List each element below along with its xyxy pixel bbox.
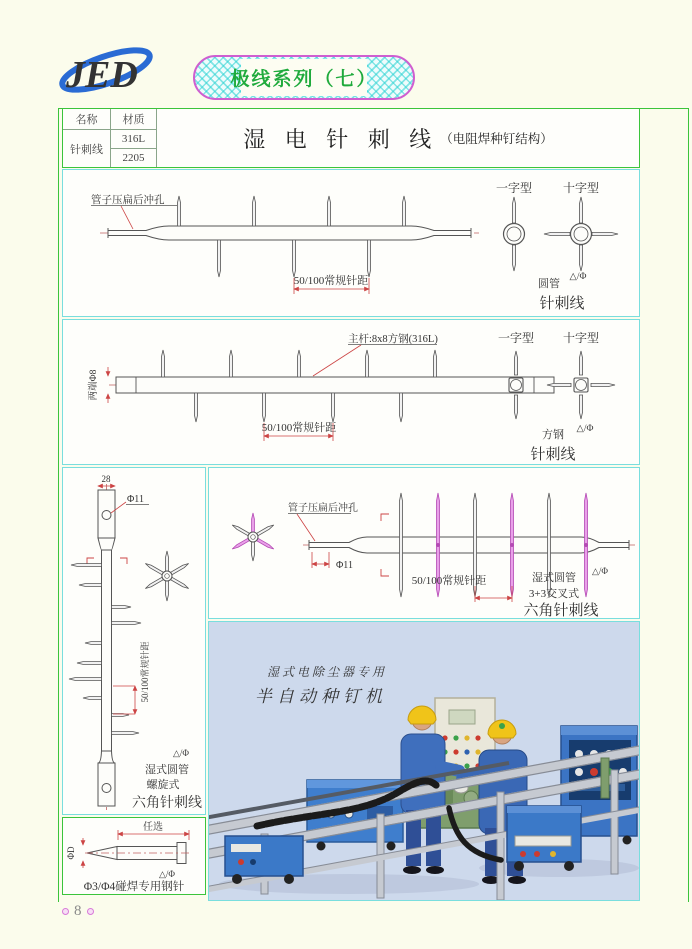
product-label: 针刺线 [539,296,585,312]
cross6-drawing [209,468,639,618]
type-cross-label: 十字型 [562,331,600,345]
caption-line3: 六角针刺线 [132,796,202,811]
series-banner-label [230,59,378,96]
photo-panel [208,621,640,901]
diameter-dim-label: ΦD [66,846,76,860]
needles-down [194,393,402,422]
logo-text: JED [66,54,138,96]
cert-mark: △/Φ [158,869,176,879]
needles-down [217,240,370,277]
hole-dim-label: Φ11 [336,560,353,571]
section-round-pipe [62,169,640,317]
punch-hole-label: 管子压扁后冲孔 [91,195,165,206]
page-dot-left [62,908,69,915]
pitch-dimension [113,686,135,714]
round-pipe-drawing [63,170,639,316]
header-material-2: 2205 [111,149,157,168]
photo-caption-line2: 半自动种钉机 [255,687,387,706]
cert-mark: △/Φ [591,566,609,576]
type-straight-label: 一字型 [495,181,533,195]
top-terminal [98,490,115,550]
cross-section-cross [547,351,615,419]
pin-caption: Φ3/Φ4碰焊专用钢针 [83,881,185,893]
square-bar-drawing [63,320,639,464]
pitch-dimension [475,586,512,602]
cert-mark: △/Φ [172,748,190,758]
rod-label: 主杆:8x8方钢(316L) [348,334,438,345]
pitch-dim-label: 50/100常规针距 [411,575,487,587]
needles-up [161,350,436,377]
section-spiral-hex [62,467,206,815]
product-label: 针刺线 [530,447,576,463]
jed-logo [56,36,164,104]
pitch-dim-label: 50/100常规针距 [293,275,369,287]
caption-line1: 湿式圆管 [145,764,189,776]
hex-cross-section [145,551,190,601]
header-material-1: 316L [111,130,157,149]
caption-line1: 湿式圆管 [532,572,576,584]
header-col-material: 材质 [111,109,157,130]
page-subtitle: （电阻焊种钉结构） [440,132,553,146]
ends-dim-label: 两端Φ8 [89,369,99,401]
needles-up [177,196,405,226]
photo-caption-line1: 湿式电除尘器专用 [267,665,388,679]
spiral-hex-drawing [63,468,205,814]
series-title: 极线系列（七） [230,69,378,90]
bottom-terminal [98,751,115,806]
steel-pin-drawing [63,818,205,894]
material-label: 圆管 [538,278,560,290]
header-col-name: 名称 [63,109,111,130]
cross-section-straight [504,197,525,271]
welding-machine-small [507,806,581,871]
cert-mark: △/Φ [569,272,587,282]
header-title-cell [157,109,639,167]
cross-section-straight [509,351,523,419]
hole-dim-label: Φ11 [127,494,144,505]
tube-body [102,550,112,751]
hole-dimension [312,552,329,568]
cross-section-cross [544,197,618,271]
section-cross6 [208,467,640,619]
material-label: 方钢 [542,429,564,441]
section-square-bar [62,319,640,465]
series-banner [193,55,415,100]
caption-line3: 六角针刺线 [523,603,599,618]
section-steel-pin [62,817,206,895]
page-number-value: 8 [74,903,82,919]
header-product: 针刺线 [63,130,111,167]
optional-dim-label: 任选 [143,822,163,833]
hex-cross-section [232,513,275,561]
page-dot-right [87,908,94,915]
type-straight-label: 一字型 [497,331,535,345]
pitch-dim-label: 50/100常规针距 [261,422,337,434]
pipe-body [108,226,471,240]
pitch-dim-label: 50/100常规针距 [140,641,150,703]
page-title: 湿 电 针 刺 线 [243,126,439,152]
caption-line2: 3+3交叉式 [528,588,580,600]
page-number [62,903,94,920]
punch-hole-label: 管子压扁后冲孔 [288,503,358,514]
header-table [62,108,640,168]
width-dim-label: 28 [101,474,111,484]
machine-photo [209,622,639,900]
type-cross-label: 十字型 [562,181,600,195]
square-bar-body [116,377,554,393]
caption-line2: 螺旋式 [146,779,180,791]
pipe-body [309,537,629,553]
cert-mark: △/Φ [576,424,594,434]
